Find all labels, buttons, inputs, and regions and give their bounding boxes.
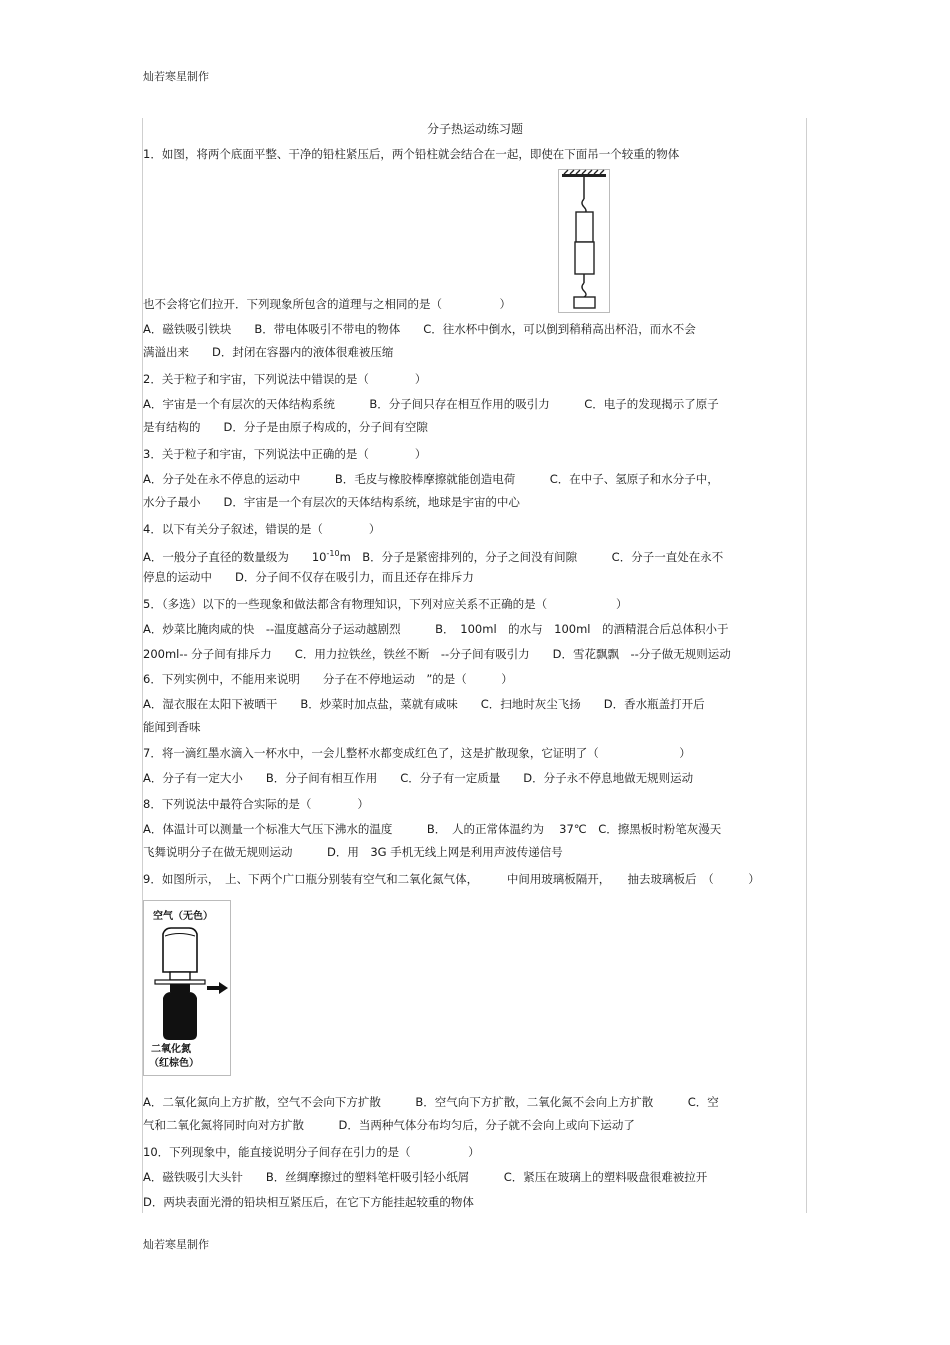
q1-options-1: A．磁铁吸引铁块 B．带电体吸引不带电的物体 C．往水杯中倒水，可以倒到稍稍高出杯沿，而水不会 xyxy=(143,322,696,336)
q8-options-1: A．体温计可以测量一个标准大气压下沸水的温度 B． 人的正常体温约为 37℃ C．擦黑板时粉笔灰漫天 xyxy=(143,822,722,836)
q10-options-2: D．两块表面光滑的铅块相互紧压后，在它下方能挂起较重的物体 xyxy=(143,1195,474,1209)
q3-stem: 3．关于粒子和宇宙，下列说法中正确的是（ ） xyxy=(143,447,427,461)
q4-options-1 xyxy=(143,546,723,565)
no2-color-label: （红棕色） xyxy=(149,1058,199,1069)
q8-options-2: 飞舞说明分子在做无规则运动 D．用 3G 手机无线上网是利用声波传递信号 xyxy=(143,845,563,859)
q1-line-1: 1．如图，将两个底面平整、干净的铅柱紧压后，两个铅柱就会结合在一起，即使在下面吊一个较重的物体 xyxy=(143,147,680,161)
q4-options-rest: B．分子是紧密排列的，分子之间没有间隙 C．分子一直处在永不 xyxy=(362,549,724,564)
page-title: 分子热运动练习题 xyxy=(426,122,523,136)
q6-stem: 6．下列实例中，不能用来说明 分子在不停地运动 ”的是（ ） xyxy=(143,672,513,686)
q5-options-2: 200ml-- 分子间有排斥力 C．用力拉铁丝，铁丝不断 --分子间有吸引力 D．雪花飘飘 --分子做无规则运动 xyxy=(143,647,731,661)
q4-option-a-unit: m xyxy=(339,549,351,564)
air-label: 空气（无色） xyxy=(153,911,213,922)
lead-cylinders-figure xyxy=(558,169,610,313)
q7-stem: 7．将一滴红墨水滴入一杯水中，一会儿整杯水都变成红色了，这是扩散现象，它证明了（ ） xyxy=(143,746,691,760)
gas-bottles-figure xyxy=(143,900,231,1076)
footer-watermark: 灿若寒星制作 xyxy=(143,1238,209,1251)
q9-stem: 9．如图所示， 上、下两个广口瓶分别装有空气和二氧化氮气体， 中间用玻璃板隔开， 抽去玻璃板后 （ ） xyxy=(143,872,760,886)
q4-stem: 4．以下有关分子叙述，错误的是（ ） xyxy=(143,522,381,536)
q6-options-2: 能闻到香味 xyxy=(143,720,201,734)
q4-option-a: A．一般分子直径的数量级为 10 xyxy=(143,549,327,564)
q4-option-a-exponent: -10 xyxy=(326,549,340,558)
q9-options-1: A．二氧化氮向上方扩散，空气不会向下方扩散 B．空气向下方扩散，二氧化氮不会向上方扩散 C．空 xyxy=(143,1095,719,1109)
q8-stem: 8．下列说法中最符合实际的是（ ） xyxy=(143,797,369,811)
q1-options-2: 满溢出来 D．封闭在容器内的液体很难被压缩 xyxy=(143,345,394,359)
q3-options-2: 水分子最小 D．宇宙是一个有层次的天体结构系统，地球是宇宙的中心 xyxy=(143,495,520,509)
q2-options-1: A．宇宙是一个有层次的天体结构系统 B．分子间只存在相互作用的吸引力 C．电子的发现揭示了原子 xyxy=(143,397,719,411)
q7-options: A．分子有一定大小 B．分子间有相互作用 C．分子有一定质量 D．分子永不停息地做无规则运动 xyxy=(143,771,694,785)
right-margin-rule xyxy=(806,118,807,1213)
q9-options-2: 气和二氧化氮将同时向对方扩散 D．当两种气体分布均匀后，分子就不会向上或向下运动了 xyxy=(143,1118,635,1132)
q2-options-2: 是有结构的 D．分子是由原子构成的，分子间有空隙 xyxy=(143,420,428,434)
q10-stem: 10．下列现象中，能直接说明分子间存在引力的是（ ） xyxy=(143,1145,480,1159)
q1-line-2: 也不会将它们拉开．下列现象所包含的道理与之相同的是（ ） xyxy=(143,297,511,311)
q2-stem: 2．关于粒子和宇宙，下列说法中错误的是（ ） xyxy=(143,372,427,386)
q5-options-1: A．炒菜比腌肉咸的快 --温度越高分子运动越剧烈 B． 100ml 的水与 100ml 的酒精混合后总体积小于 xyxy=(143,622,729,636)
q6-options-1: A．湿衣服在太阳下被晒干 B．炒菜时加点盐，菜就有咸味 C．扫地时灰尘飞扬 D．香水瓶盖打开后 xyxy=(143,697,705,711)
q3-options-1: A．分子处在永不停息的运动中 B．毛皮与橡胶棒摩擦就能创造电荷 C．在中子、氢原子和水分子中， xyxy=(143,472,719,486)
header-watermark: 灿若寒星制作 xyxy=(143,70,209,83)
q5-stem: 5．（多选）以下的一些现象和做法都含有物理知识，下列对应关系不正确的是（ ） xyxy=(143,597,628,611)
no2-label: 二氧化氮 xyxy=(151,1044,191,1055)
q10-options-1: A．磁铁吸引大头针 B．丝绸摩擦过的塑料笔杆吸引轻小纸屑 C．紧压在玻璃上的塑料吸盘很难被拉开 xyxy=(143,1170,708,1184)
q4-options-2: 停息的运动中 D．分子间不仅存在吸引力，而且还存在排斥力 xyxy=(143,570,474,584)
